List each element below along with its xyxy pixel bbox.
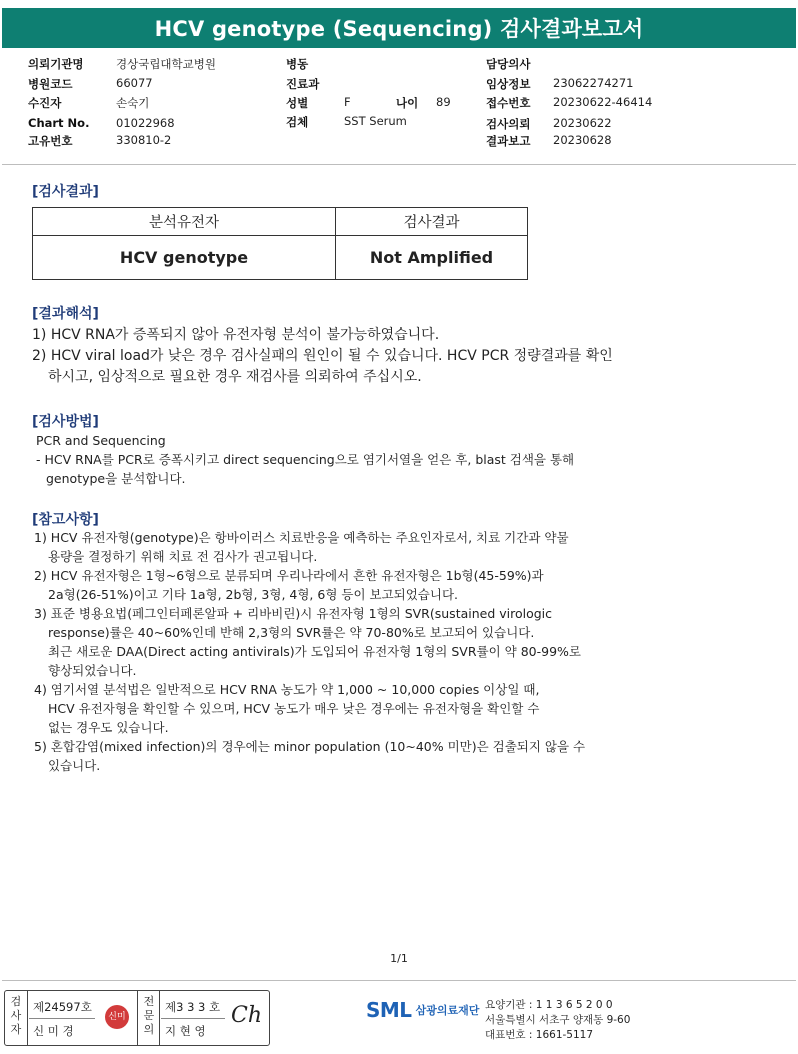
text-line: 2) HCV 유전자형은 1형~6형으로 분류되며 우리나라에서 흔한 유전자형은 1b형(45-59%)과 <box>34 568 544 583</box>
box-separator <box>159 991 160 1045</box>
box-separator <box>27 991 28 1045</box>
age-value: 89 <box>436 95 451 109</box>
footer-divider <box>2 980 796 981</box>
text-line: 3) 표준 병용요법(페그인터페론알파 + 리바비린)시 유전자형 1형의 SVR(sustained virologic <box>34 606 553 621</box>
text-line: 4) 염기서열 분석법은 일반적으로 HCV RNA 농도가 약 1,000 ~ 10,000 copies 이상일 때, <box>34 682 540 697</box>
text-line: 1) HCV 유전자형(genotype)은 항바이러스 치료반응을 예측하는 주요인자로서, 치료 기간과 약물 <box>34 530 569 545</box>
info-label: 의뢰기관명 <box>28 57 84 71</box>
text-line: 최근 새로운 DAA(Direct acting antivirals)가 도입되어 유전자형 1형의 SVR률이 약 80-99%로 <box>48 644 581 659</box>
references-text <box>34 528 734 775</box>
interpretation-heading: [결과해석] <box>32 306 99 322</box>
text-line: genotype을 분석합니다. <box>46 471 186 486</box>
info-label: 담당의사 <box>486 57 531 71</box>
signature-box <box>4 990 270 1046</box>
interpretation-text <box>32 325 732 388</box>
info-value: 20230622-46414 <box>553 95 653 109</box>
gene-cell: HCV genotype <box>33 236 336 280</box>
info-value: 20230628 <box>553 133 612 147</box>
info-label: 수진자 <box>28 96 62 110</box>
text-line: response)률은 40~60%인데 반해 2,3형의 SVR률은 약 70-80%로 보고되어 있습니다. <box>48 625 535 640</box>
info-value: SST Serum <box>344 114 407 128</box>
lab-logo <box>366 998 479 1022</box>
text-line: 2a형(26-51%)이고 기타 1a형, 2b형, 3형, 4형, 6형 등이 보고되었습니다. <box>48 587 459 602</box>
text-line: PCR and Sequencing <box>36 433 166 448</box>
lab-phone: 대표번호 : 1661-5117 <box>485 1029 594 1041</box>
text-line: 용량을 결정하기 위해 치료 전 검사가 권고됩니다. <box>48 549 318 564</box>
page-number: 1/1 <box>390 952 408 965</box>
info-value: 66077 <box>116 76 153 90</box>
sml-logo-icon: SML <box>366 998 412 1022</box>
table-row <box>33 236 528 280</box>
tester-seal: 신미경 <box>105 1005 129 1029</box>
tester-label: 검사자 <box>10 995 22 1036</box>
text-line: 1) HCV RNA가 증폭되지 않아 유전자형 분석이 불가능하였습니다. <box>32 327 440 343</box>
info-label: 진료과 <box>286 77 320 91</box>
info-label: Chart No. <box>28 116 90 130</box>
result-heading: [검사결과] <box>32 184 99 200</box>
info-value: 23062274271 <box>553 76 634 90</box>
info-label: 고유번호 <box>28 134 73 148</box>
info-value: 20230622 <box>553 116 612 130</box>
lab-name: 삼광의료재단 <box>415 1004 480 1017</box>
method-text <box>36 431 736 488</box>
specialist-label: 전문의 <box>143 995 155 1036</box>
header-divider <box>2 164 796 165</box>
info-value: 330810-2 <box>116 133 172 147</box>
info-label: 검사의뢰 <box>486 117 531 131</box>
lab-contact <box>485 998 630 1043</box>
info-label: 병원코드 <box>28 77 73 91</box>
report-title: HCV genotype (Sequencing) 검사결과보고서 <box>2 8 796 48</box>
text-line: 없는 경우도 있습니다. <box>48 720 169 735</box>
specialist-signature: Ch <box>231 1003 263 1028</box>
info-label: 검체 <box>286 115 309 129</box>
box-separator <box>137 991 138 1045</box>
info-value: 손숙기 <box>116 96 150 110</box>
lab-address: 서울특별시 서초구 양재동 9-60 <box>485 1014 631 1026</box>
result-cell: Not Amplified <box>336 236 528 280</box>
text-line: 하시고, 임상적으로 필요한 경우 재검사를 의뢰하여 주십시오. <box>48 369 422 385</box>
box-separator <box>29 1018 95 1019</box>
text-line: 2) HCV viral load가 낮은 경우 검사실패의 원인이 될 수 있습니다. HCV PCR 정량결과를 확인 <box>32 348 613 364</box>
references-heading: [참고사항] <box>32 512 99 528</box>
text-line: 향상되었습니다. <box>48 663 137 678</box>
info-label: 임상정보 <box>486 77 531 91</box>
info-label: 결과보고 <box>486 134 531 148</box>
tester-name: 신 미 경 <box>33 1024 74 1038</box>
column-header: 검사결과 <box>336 208 528 236</box>
age-label: 나이 <box>396 96 419 110</box>
box-separator <box>161 1018 225 1019</box>
specialist-license: 제3 3 3 호 <box>165 1000 221 1014</box>
table-header-row <box>33 208 528 236</box>
info-value: F <box>344 95 351 109</box>
tester-license: 제24597호 <box>33 1000 92 1014</box>
text-line: HCV 유전자형을 확인할 수 있으며, HCV 농도가 매우 낮은 경우에는 유전자형을 확인할 수 <box>48 701 540 716</box>
info-value: 경상국립대학교병원 <box>116 57 216 71</box>
info-label: 성별 <box>286 96 309 110</box>
lab-care-code: 요양기관 : 1 1 3 6 5 2 0 0 <box>485 999 613 1011</box>
column-header: 분석유전자 <box>33 208 336 236</box>
method-heading: [검사방법] <box>32 414 99 430</box>
info-label: 병동 <box>286 57 309 71</box>
text-line: 5) 혼합감염(mixed infection)의 경우에는 minor population (10~40% 미만)은 검출되지 않을 수 <box>34 739 586 754</box>
info-value: 01022968 <box>116 116 175 130</box>
text-line: - HCV RNA를 PCR로 증폭시키고 direct sequencing으로 염기서열을 얻은 후, blast 검색을 통해 <box>36 452 575 467</box>
specialist-name: 지 현 영 <box>165 1024 206 1038</box>
result-table <box>32 207 528 280</box>
text-line: 있습니다. <box>48 758 101 773</box>
info-label: 접수번호 <box>486 96 531 110</box>
